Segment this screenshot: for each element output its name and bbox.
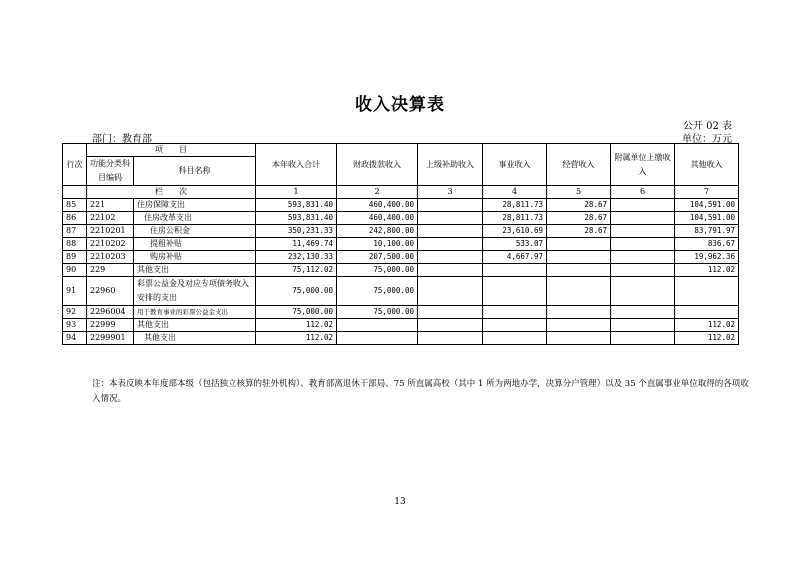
header-operation: 经营收入 [547, 144, 611, 186]
cell-business: 28,811.73 [483, 212, 547, 225]
cell-operation [547, 277, 611, 306]
cell-business: 23,610.69 [483, 225, 547, 238]
func-code: 221 [87, 199, 134, 212]
cell-affiliated [611, 199, 675, 212]
header-superior: 上级补助收入 [418, 144, 483, 186]
cell-other: 19,962.36 [675, 251, 739, 264]
cell-operation [547, 306, 611, 319]
header-total-income: 本年收入合计 [256, 144, 337, 186]
cell-fiscal: 75,000.00 [337, 277, 418, 306]
cell-affiliated [611, 277, 675, 306]
func-code: 22999 [87, 319, 134, 332]
header-fiscal: 财政拨款收入 [337, 144, 418, 186]
cell-other [675, 306, 739, 319]
table-row [63, 238, 739, 251]
col-num: 5 [547, 186, 611, 199]
func-code: 2210201 [87, 225, 134, 238]
cell-affiliated [611, 212, 675, 225]
table-row [63, 306, 739, 319]
row-number: 86 [63, 212, 87, 225]
table-row [63, 199, 739, 212]
cell-operation: 28.67 [547, 212, 611, 225]
cell-business: 533.07 [483, 238, 547, 251]
table-row [63, 264, 739, 277]
row-number: 90 [63, 264, 87, 277]
func-code: 2210203 [87, 251, 134, 264]
table-row [63, 319, 739, 332]
cell-fiscal [337, 332, 418, 345]
cell-total: 112.02 [256, 332, 337, 345]
cell-operation [547, 264, 611, 277]
func-code: 2299901 [87, 332, 134, 345]
header-row-label: 行次 [63, 144, 87, 186]
cell-affiliated [611, 225, 675, 238]
cell-superior [418, 277, 483, 306]
subject-name: 提租补贴 [134, 238, 256, 251]
cell-total: 232,130.33 [256, 251, 337, 264]
cell-affiliated [611, 251, 675, 264]
cell-total: 593,831.40 [256, 212, 337, 225]
header-other: 其他收入 [675, 144, 739, 186]
cell-total: 75,112.02 [256, 264, 337, 277]
cell-business [483, 332, 547, 345]
row-number: 85 [63, 199, 87, 212]
table-row [63, 251, 739, 264]
cell-total: 11,469.74 [256, 238, 337, 251]
form-number: 公开 02 表 [682, 121, 732, 132]
cell-business: 4,667.97 [483, 251, 547, 264]
row-number: 89 [63, 251, 87, 264]
footnote: 注：本表反映本年度部本级（包括独立核算的驻外机构）、教育部离退休干部局、75 所直属高校（其中 1 所为两地办学，决算分户管理）以及 35 个直属事业单位取得的各项收入情况。 [92, 379, 749, 404]
cell-total: 75,000.00 [256, 277, 337, 306]
cell-fiscal: 242,800.00 [337, 225, 418, 238]
cell-business [483, 306, 547, 319]
header-subject-name: 科目名称 [134, 157, 256, 186]
row-number: 92 [63, 306, 87, 319]
cell-other: 112.02 [675, 332, 739, 345]
row-number: 94 [63, 332, 87, 345]
func-code: 2210202 [87, 238, 134, 251]
header-column-index: 栏 次 [87, 186, 256, 199]
subject-name: 购房补贴 [134, 251, 256, 264]
cell-fiscal: 460,400.00 [337, 199, 418, 212]
cell-other: 112.02 [675, 319, 739, 332]
subject-name: 住房改革支出 [134, 212, 256, 225]
cell-affiliated [611, 319, 675, 332]
cell-total: 593,831.40 [256, 199, 337, 212]
cell-operation: 28.67 [547, 225, 611, 238]
header-project: 项 目 [87, 144, 256, 157]
cell-total: 350,231.33 [256, 225, 337, 238]
cell-fiscal: 75,000.00 [337, 306, 418, 319]
row-number: 93 [63, 319, 87, 332]
cell-operation [547, 332, 611, 345]
cell-operation [547, 319, 611, 332]
subject-name: 其他支出 [134, 264, 256, 277]
cell-superior [418, 251, 483, 264]
cell-total: 75,000.00 [256, 306, 337, 319]
col-num: 4 [483, 186, 547, 199]
table-row [63, 212, 739, 225]
col-num: 6 [611, 186, 675, 199]
subject-name: 用于教育事业的彩票公益金支出 [134, 306, 256, 319]
unit-label: 单位：万元 [682, 134, 732, 145]
cell-fiscal: 207,500.00 [337, 251, 418, 264]
subject-name: 彩票公益金及对应专项债务收入安排的支出 [134, 277, 256, 306]
cell-affiliated [611, 332, 675, 345]
cell-fiscal: 75,000.00 [337, 264, 418, 277]
cell-fiscal: 460,400.00 [337, 212, 418, 225]
col-num: 2 [337, 186, 418, 199]
cell-other [675, 277, 739, 306]
cell-business [483, 264, 547, 277]
subject-name: 住房公积金 [134, 225, 256, 238]
cell-superior [418, 264, 483, 277]
cell-business [483, 277, 547, 306]
subject-name: 住房保障支出 [134, 199, 256, 212]
cell-total: 112.02 [256, 319, 337, 332]
cell-operation [547, 238, 611, 251]
cell-superior [418, 332, 483, 345]
cell-superior [418, 238, 483, 251]
func-code: 22960 [87, 277, 134, 306]
func-code: 2296004 [87, 306, 134, 319]
col-num: 3 [418, 186, 483, 199]
page-title: 收入决算表 [355, 95, 445, 115]
cell-operation [547, 251, 611, 264]
cell-operation: 28.67 [547, 199, 611, 212]
table-row [63, 332, 739, 345]
cell-other: 112.02 [675, 264, 739, 277]
cell-other: 104,591.00 [675, 199, 739, 212]
func-code: 229 [87, 264, 134, 277]
row-number: 87 [63, 225, 87, 238]
row-number: 91 [63, 277, 87, 306]
cell-affiliated [611, 306, 675, 319]
col-num: 1 [256, 186, 337, 199]
cell-other: 836.67 [675, 238, 739, 251]
table-row [63, 225, 739, 238]
table-row [63, 277, 739, 306]
cell-other: 83,791.97 [675, 225, 739, 238]
cell-superior [418, 199, 483, 212]
func-code: 22102 [87, 212, 134, 225]
cell-superior [418, 212, 483, 225]
subject-name: 其他支出 [134, 332, 256, 345]
cell-superior [418, 319, 483, 332]
income-table [62, 143, 739, 345]
department-label: 部门：教育部 [92, 134, 152, 145]
cell-superior [418, 225, 483, 238]
cell-business [483, 319, 547, 332]
col-num: 7 [675, 186, 739, 199]
cell-affiliated [611, 264, 675, 277]
cell-affiliated [611, 238, 675, 251]
cell-fiscal [337, 319, 418, 332]
page-number: 13 [394, 497, 406, 507]
cell-superior [418, 306, 483, 319]
subject-name: 其他支出 [134, 319, 256, 332]
header-business: 事业收入 [483, 144, 547, 186]
header-func-code: 功能分类科目编码 [87, 157, 134, 186]
cell-other: 104,591.00 [675, 212, 739, 225]
row-number: 88 [63, 238, 87, 251]
cell-fiscal: 10,100.00 [337, 238, 418, 251]
header-affiliated: 附属单位上缴收入 [611, 144, 675, 186]
cell-business: 28,811.73 [483, 199, 547, 212]
